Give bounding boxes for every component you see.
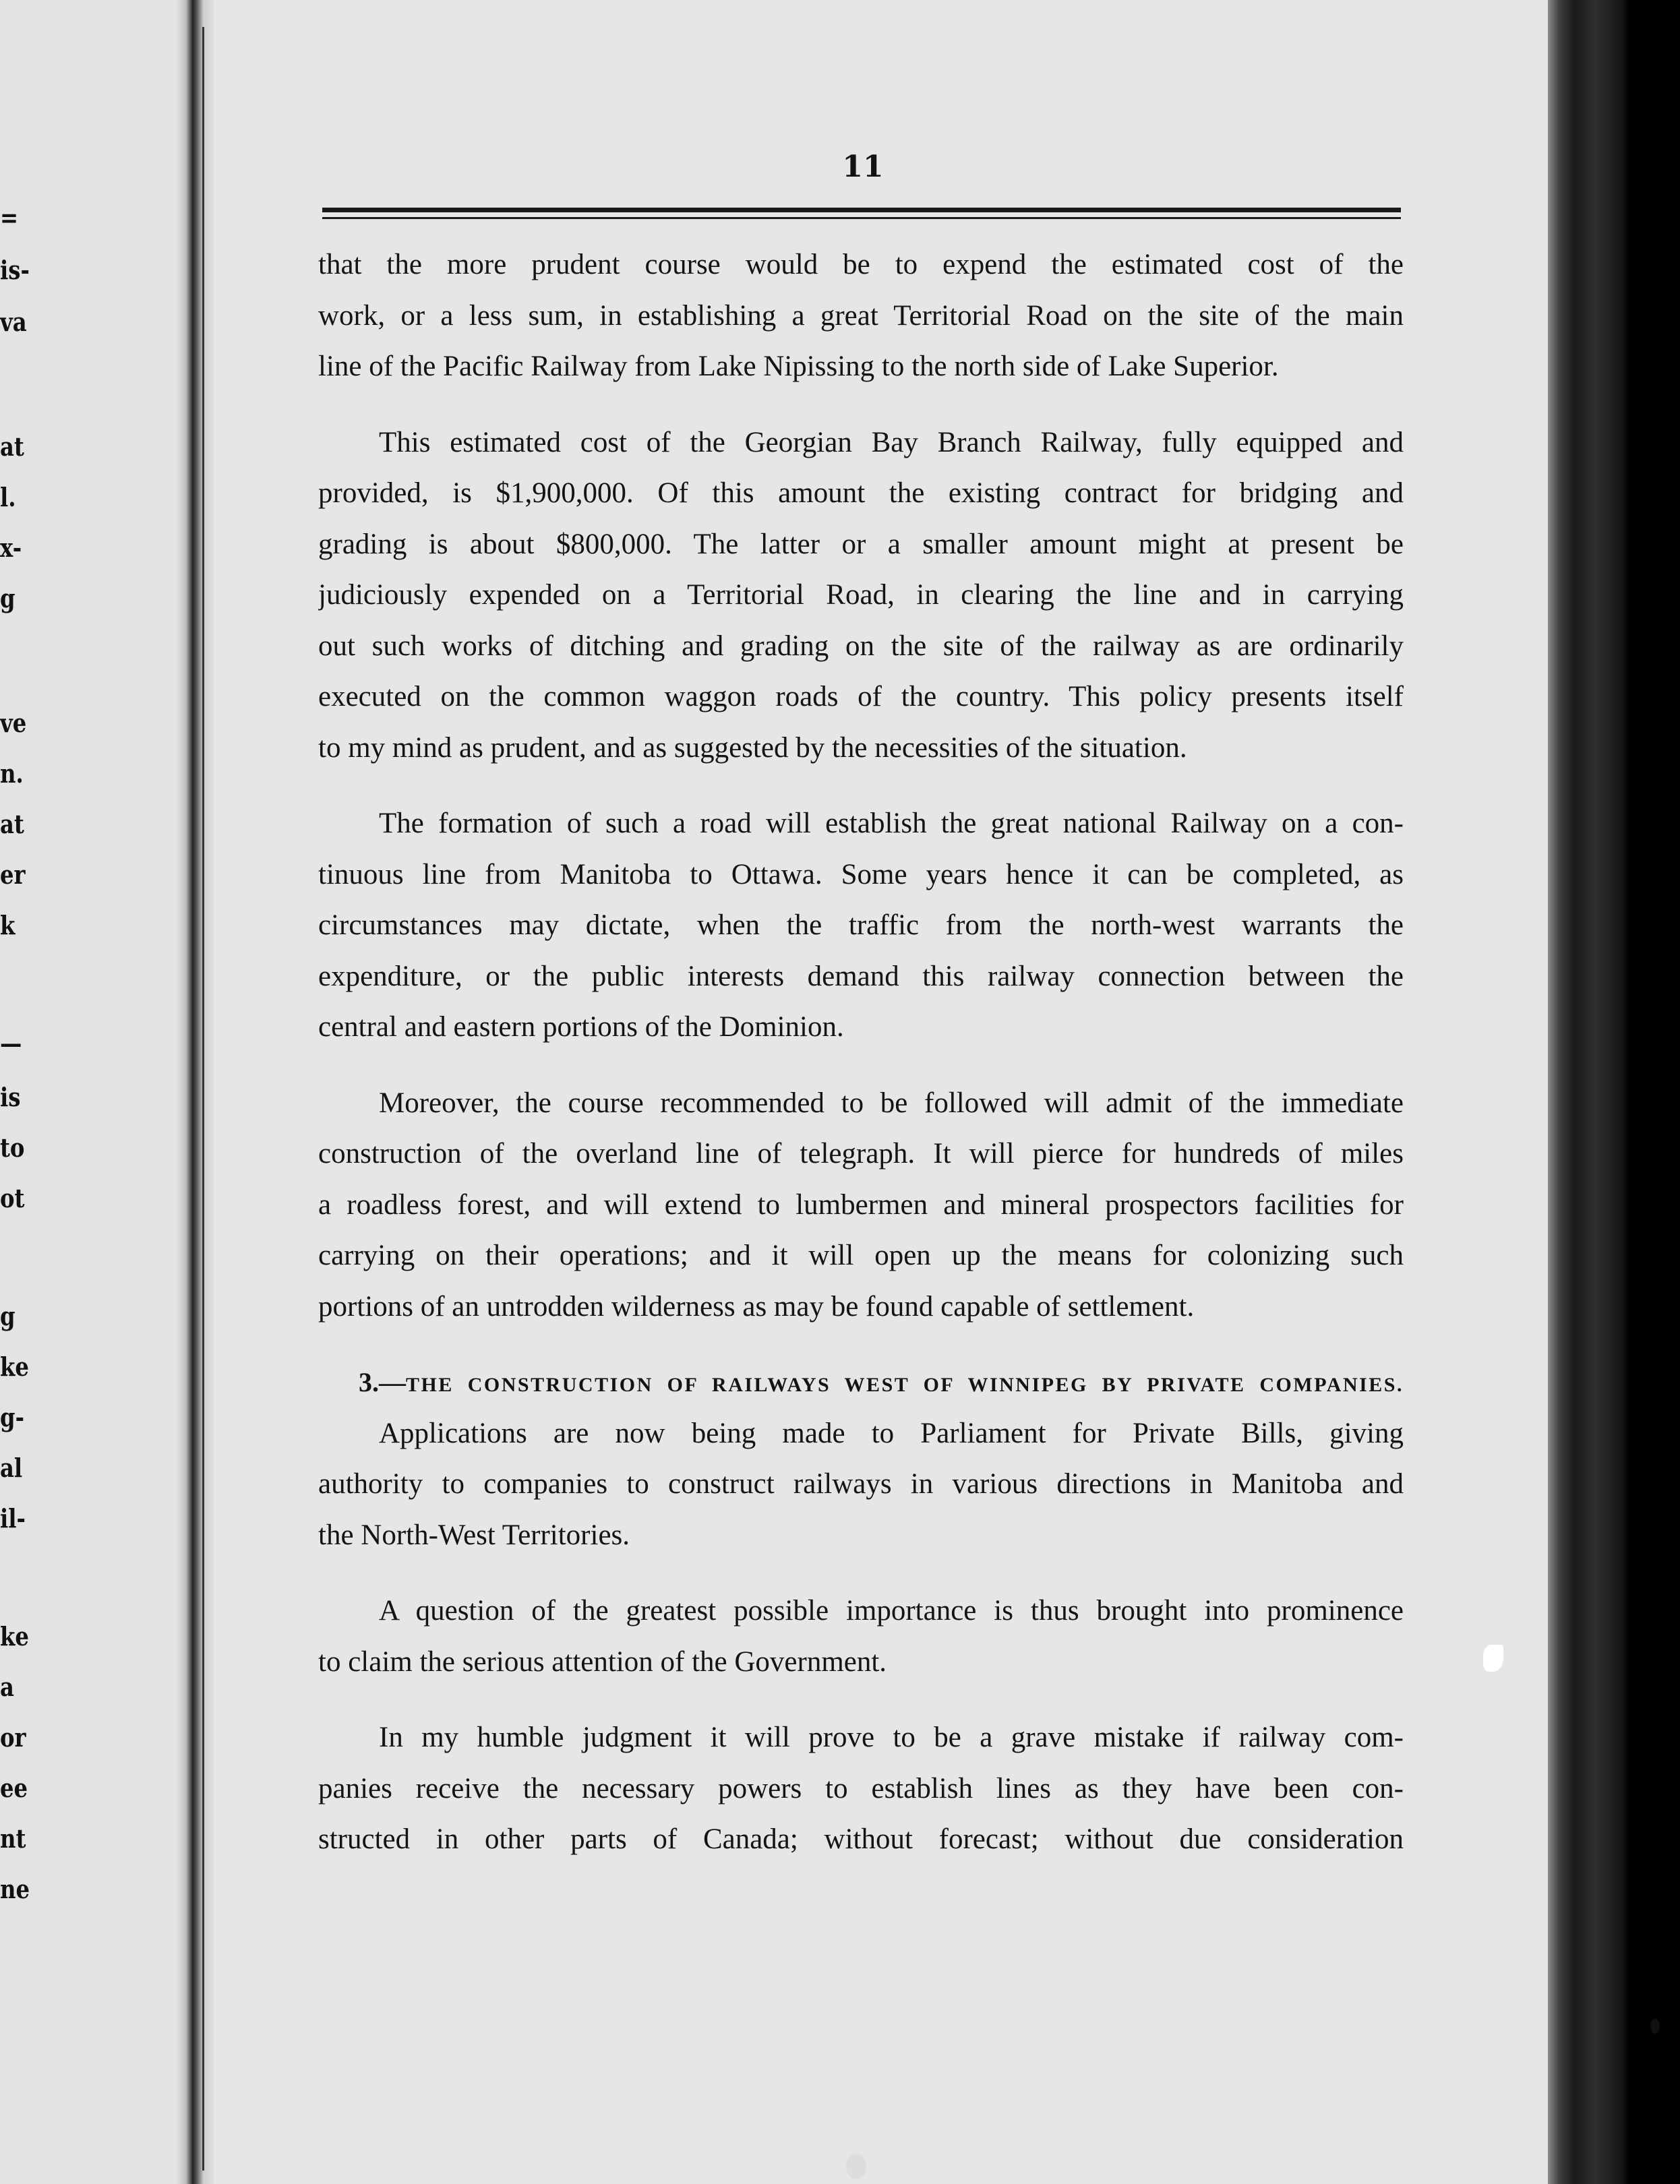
text-line: panies receive the necessary powers to establish lines as they have been con- — [318, 1772, 1404, 1804]
previous-page-fragment: — — [0, 1028, 22, 1058]
previous-page-fragment: er — [0, 859, 26, 890]
previous-page-fragment: ke — [0, 1352, 29, 1382]
previous-page — [0, 0, 199, 2184]
previous-page-fragment: is- — [0, 255, 30, 285]
previous-page-fragment: g — [0, 1301, 16, 1331]
header-rule-thick — [322, 208, 1401, 212]
body-text — [318, 239, 1404, 1865]
previous-page-fragment: g- — [0, 1402, 24, 1432]
text-line: Moreover, the course recommended to be followed will admit of the immediate — [379, 1087, 1404, 1119]
text-line: work, or a less sum, in establishing a great Territorial Road on the site of the main — [318, 299, 1404, 332]
previous-page-fragment: = — [0, 202, 19, 233]
paragraph — [318, 1712, 1404, 1865]
previous-page-fragment: k — [0, 910, 16, 940]
text-line: out such works of ditching and grading on the site of the railway as are ordinarily — [318, 630, 1404, 662]
previous-page-fragment: or — [0, 1722, 26, 1753]
text-line: central and eastern portions of the Dominion. — [318, 1011, 844, 1043]
text-line: portions of an untrodden wilderness as may be found capable of settlement. — [318, 1290, 1195, 1323]
header-rule-thin — [322, 217, 1401, 219]
previous-page-fragment: a — [0, 1672, 14, 1702]
text-line: tinuous line from Manitoba to Ottawa. Some years hence it can be completed, as — [318, 858, 1404, 890]
text-line: authority to companies to construct railways in various directions in Manitoba and — [318, 1468, 1404, 1500]
section-heading — [318, 1357, 1404, 1408]
previous-page-fragment: is — [0, 1082, 21, 1112]
scan-artifact — [1650, 2019, 1660, 2034]
text-line: carrying on their operations; and it will open up the means for colonizing such — [318, 1240, 1404, 1271]
text-line: The formation of such a road will establish the great national Railway on a con- — [379, 808, 1404, 839]
text-line: that the more prudent course would be to expend the estimated cost of the — [318, 249, 1404, 280]
previous-page-fragment: g — [0, 583, 16, 613]
gutter-fold-line — [202, 27, 204, 2171]
book-gutter — [177, 0, 217, 2184]
paragraph — [318, 1078, 1404, 1333]
text-line: line of the Pacific Railway from Lake Nipissing to the north side of Lake Superior. — [318, 351, 1279, 382]
previous-page-fragment: l. — [0, 482, 16, 512]
book-binding-edge — [1548, 0, 1629, 2184]
paragraph — [318, 1408, 1404, 1561]
text-line: provided, is $1,900,000. Of this amount the existing contract for bridging and — [318, 477, 1404, 509]
text-line: structed in other parts of Canada; without forecast; without due consideration — [318, 1823, 1404, 1855]
paragraph — [318, 1585, 1404, 1687]
previous-page-fragment: va — [0, 307, 27, 337]
previous-page-fragment: nt — [0, 1823, 26, 1854]
previous-page-fragment: al — [0, 1453, 23, 1483]
text-line: a roadless forest, and will extend to lumbermen and mineral prospectors facilities for — [318, 1188, 1404, 1221]
text-line: A question of the greatest possible importance is thus brought into prominence — [379, 1595, 1404, 1627]
scan-artifact — [1483, 1645, 1503, 1672]
previous-page-fragment: ne — [0, 1874, 30, 1904]
text-line: the North-West Territories. — [318, 1519, 630, 1551]
previous-page-fragment: ee — [0, 1773, 28, 1803]
section-heading-text: THE CONSTRUCTION OF RAILWAYS WEST OF WINNIPEG BY PRIVATE COMPANIES. — [406, 1374, 1404, 1396]
previous-page-fragment: il- — [0, 1503, 26, 1534]
text-line: This estimated cost of the Georgian Bay Branch Railway, fully equipped and — [379, 426, 1404, 458]
text-line: to claim the serious attention of the Government. — [318, 1645, 887, 1678]
previous-page-fragment: ke — [0, 1621, 29, 1651]
scan-artifact — [846, 2154, 866, 2179]
page-number: 11 — [842, 150, 884, 184]
paragraph — [318, 239, 1404, 392]
previous-page-fragment: n. — [0, 758, 24, 789]
previous-page-fragment: at — [0, 431, 24, 462]
previous-page-fragment: at — [0, 809, 24, 839]
previous-page-fragment: x- — [0, 533, 22, 563]
text-line: Applications are now being made to Parliament for Private Bills, giving — [379, 1417, 1404, 1449]
previous-page-fragment: ve — [0, 708, 27, 738]
paragraph — [318, 417, 1404, 774]
text-line: judiciously expended on a Territorial Road, in clearing the line and in carrying — [318, 579, 1404, 611]
text-line: In my humble judgment it will prove to be a grave mistake if railway com- — [379, 1722, 1404, 1753]
paragraph — [318, 798, 1404, 1053]
text-line: to my mind as prudent, and as suggested by the necessities of the situation. — [318, 731, 1187, 764]
text-line: expenditure, or the public interests demand this railway connection between the — [318, 960, 1404, 992]
previous-page-fragment: to — [0, 1132, 25, 1163]
text-line: executed on the common waggon roads of the country. This policy presents itself — [318, 681, 1404, 712]
previous-page-fragment: ot — [0, 1183, 25, 1213]
section-heading-number: 3.— — [359, 1367, 406, 1397]
text-line: construction of the overland line of telegraph. It will pierce for hundreds of miles — [318, 1138, 1404, 1170]
text-line: circumstances may dictate, when the traffic from the north-west warrants the — [318, 909, 1404, 941]
previous-page-margin-text — [0, 0, 199, 2184]
text-line: grading is about $800,000. The latter or a smaller amount might at present be — [318, 528, 1404, 560]
